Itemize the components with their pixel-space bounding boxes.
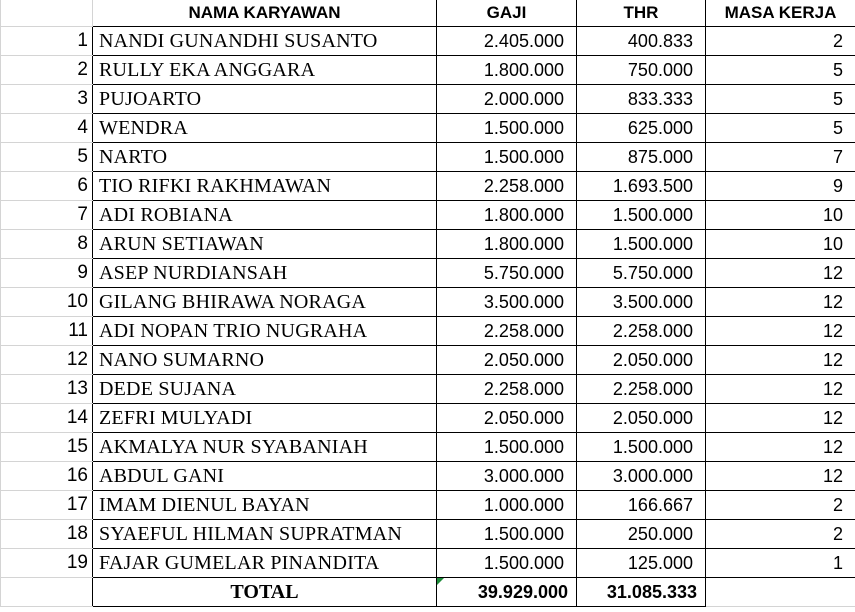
thr-cell[interactable]: 250.000 <box>577 520 706 549</box>
nama-cell[interactable]: NANO SUMARNO <box>93 346 437 375</box>
row-number-cell[interactable]: 5 <box>1 143 93 172</box>
nama-cell[interactable]: ADI ROBIANA <box>93 201 437 230</box>
gaji-cell[interactable]: 1.800.000 <box>437 201 577 230</box>
thr-cell[interactable]: 2.258.000 <box>577 317 706 346</box>
thr-cell[interactable]: 166.667 <box>577 491 706 520</box>
nama-cell[interactable]: ABDUL GANI <box>93 462 437 491</box>
gaji-cell[interactable]: 2.258.000 <box>437 172 577 201</box>
table-row <box>1 172 855 201</box>
nama-cell[interactable]: RULLY EKA ANGGARA <box>93 56 437 85</box>
nama-cell[interactable]: ADI NOPAN TRIO NUGRAHA <box>93 317 437 346</box>
gaji-cell[interactable]: 1.800.000 <box>437 56 577 85</box>
nama-cell[interactable]: IMAM DIENUL BAYAN <box>93 491 437 520</box>
thr-cell[interactable]: 750.000 <box>577 56 706 85</box>
masa-kerja-cell[interactable]: 1 <box>706 549 855 578</box>
total-row <box>1 578 855 607</box>
nama-cell[interactable]: NARTO <box>93 143 437 172</box>
nama-cell[interactable]: SYAEFUL HILMAN SUPRATMAN <box>93 520 437 549</box>
row-number-cell[interactable]: 17 <box>1 491 93 520</box>
total-thr-cell[interactable]: 31.085.333 <box>577 578 706 607</box>
thr-cell[interactable]: 1.500.000 <box>577 230 706 259</box>
table-row <box>1 230 855 259</box>
row-number-cell[interactable]: 15 <box>1 433 93 462</box>
nama-cell[interactable]: GILANG BHIRAWA NORAGA <box>93 288 437 317</box>
table-row <box>1 114 855 143</box>
masa-kerja-cell[interactable]: 2 <box>706 520 855 549</box>
masa-kerja-cell[interactable]: 12 <box>706 433 855 462</box>
header-thr-cell[interactable]: THR <box>577 0 706 27</box>
table-row <box>1 549 855 578</box>
header-nama-cell[interactable]: NAMA KARYAWAN <box>93 0 437 27</box>
table-row <box>1 317 855 346</box>
table-row <box>1 27 855 56</box>
row-number-cell[interactable]: 16 <box>1 462 93 491</box>
gaji-cell[interactable]: 1.800.000 <box>437 230 577 259</box>
masa-kerja-cell[interactable]: 12 <box>706 404 855 433</box>
nama-cell[interactable]: AKMALYA NUR SYABANIAH <box>93 433 437 462</box>
row-number-cell[interactable]: 12 <box>1 346 93 375</box>
row-number-cell[interactable]: 7 <box>1 201 93 230</box>
table-row <box>1 85 855 114</box>
total-label-cell[interactable]: TOTAL <box>93 578 437 607</box>
masa-kerja-cell[interactable]: 10 <box>706 230 855 259</box>
row-number-cell[interactable]: 2 <box>1 56 93 85</box>
thr-cell[interactable]: 833.333 <box>577 85 706 114</box>
table-row <box>1 143 855 172</box>
total-gaji-cell[interactable] <box>437 578 577 607</box>
row-number-cell[interactable]: 13 <box>1 375 93 404</box>
row-number-cell[interactable]: 3 <box>1 85 93 114</box>
row-number-cell[interactable]: 4 <box>1 114 93 143</box>
gaji-cell[interactable]: 2.000.000 <box>437 85 577 114</box>
row-number-cell[interactable]: 10 <box>1 288 93 317</box>
row-number-cell[interactable]: 11 <box>1 317 93 346</box>
gaji-cell[interactable]: 3.000.000 <box>437 462 577 491</box>
row-number-cell[interactable]: 1 <box>1 27 93 56</box>
masa-kerja-cell[interactable]: 12 <box>706 346 855 375</box>
table-row <box>1 201 855 230</box>
table-row <box>1 259 855 288</box>
row-number-cell[interactable]: 19 <box>1 549 93 578</box>
gaji-cell[interactable]: 2.258.000 <box>437 317 577 346</box>
gaji-cell[interactable]: 1.000.000 <box>437 491 577 520</box>
thr-cell[interactable]: 5.750.000 <box>577 259 706 288</box>
masa-kerja-cell[interactable]: 7 <box>706 143 855 172</box>
thr-cell[interactable]: 2.050.000 <box>577 404 706 433</box>
gaji-cell[interactable]: 2.050.000 <box>437 346 577 375</box>
thr-cell[interactable]: 625.000 <box>577 114 706 143</box>
nama-cell[interactable]: ASEP NURDIANSAH <box>93 259 437 288</box>
gaji-cell[interactable]: 1.500.000 <box>437 549 577 578</box>
gaji-cell[interactable]: 2.258.000 <box>437 375 577 404</box>
thr-cell[interactable]: 400.833 <box>577 27 706 56</box>
thr-cell[interactable]: 3.500.000 <box>577 288 706 317</box>
header-row <box>1 0 855 27</box>
table-row <box>1 433 855 462</box>
error-indicator-icon[interactable] <box>437 578 444 585</box>
thr-cell[interactable]: 1.500.000 <box>577 201 706 230</box>
table-row <box>1 520 855 549</box>
masa-kerja-cell[interactable]: 2 <box>706 491 855 520</box>
gaji-cell[interactable]: 1.500.000 <box>437 520 577 549</box>
gaji-cell[interactable]: 1.500.000 <box>437 143 577 172</box>
thr-cell[interactable]: 2.050.000 <box>577 346 706 375</box>
table-row <box>1 288 855 317</box>
header-gaji-cell[interactable]: GAJI <box>437 0 577 27</box>
gaji-cell[interactable]: 2.050.000 <box>437 404 577 433</box>
table-row <box>1 346 855 375</box>
nama-cell[interactable]: TIO RIFKI RAKHMAWAN <box>93 172 437 201</box>
masa-kerja-cell[interactable]: 12 <box>706 288 855 317</box>
thr-cell[interactable]: 2.258.000 <box>577 375 706 404</box>
masa-kerja-cell[interactable]: 5 <box>706 85 855 114</box>
masa-kerja-cell[interactable]: 5 <box>706 114 855 143</box>
row-number-cell[interactable]: 8 <box>1 230 93 259</box>
table-row <box>1 462 855 491</box>
table-row <box>1 56 855 85</box>
masa-kerja-cell[interactable]: 5 <box>706 56 855 85</box>
gaji-cell[interactable]: 1.500.000 <box>437 114 577 143</box>
gaji-cell[interactable]: 1.500.000 <box>437 433 577 462</box>
row-number-cell[interactable]: 6 <box>1 172 93 201</box>
table-row <box>1 375 855 404</box>
masa-kerja-cell[interactable]: 10 <box>706 201 855 230</box>
masa-kerja-cell[interactable]: 12 <box>706 375 855 404</box>
nama-cell[interactable]: DEDE SUJANA <box>93 375 437 404</box>
table-row <box>1 491 855 520</box>
table-row <box>1 404 855 433</box>
header-corner-cell[interactable] <box>1 0 93 27</box>
row-number-cell[interactable]: 9 <box>1 259 93 288</box>
masa-kerja-cell[interactable]: 12 <box>706 462 855 491</box>
total-row-number-cell[interactable] <box>1 578 93 607</box>
gaji-cell[interactable]: 2.405.000 <box>437 27 577 56</box>
gaji-cell[interactable]: 3.500.000 <box>437 288 577 317</box>
nama-cell[interactable]: WENDRA <box>93 114 437 143</box>
thr-cell[interactable]: 3.000.000 <box>577 462 706 491</box>
masa-kerja-cell[interactable]: 2 <box>706 27 855 56</box>
masa-kerja-cell[interactable]: 12 <box>706 259 855 288</box>
total-gaji-value: 39.929.000 <box>477 581 568 602</box>
row-number-cell[interactable]: 18 <box>1 520 93 549</box>
nama-cell[interactable]: FAJAR GUMELAR PINANDITA <box>93 549 437 578</box>
total-masa-kerja-cell[interactable] <box>706 578 855 607</box>
thr-cell[interactable]: 125.000 <box>577 549 706 578</box>
header-masa-kerja-cell[interactable]: MASA KERJA <box>706 0 855 27</box>
masa-kerja-cell[interactable]: 9 <box>706 172 855 201</box>
nama-cell[interactable]: ARUN SETIAWAN <box>93 230 437 259</box>
nama-cell[interactable]: ZEFRI MULYADI <box>93 404 437 433</box>
thr-cell[interactable]: 1.693.500 <box>577 172 706 201</box>
thr-cell[interactable]: 875.000 <box>577 143 706 172</box>
thr-cell[interactable]: 1.500.000 <box>577 433 706 462</box>
nama-cell[interactable]: PUJOARTO <box>93 85 437 114</box>
gaji-cell[interactable]: 5.750.000 <box>437 259 577 288</box>
masa-kerja-cell[interactable]: 12 <box>706 317 855 346</box>
nama-cell[interactable]: NANDI GUNANDHI SUSANTO <box>93 27 437 56</box>
row-number-cell[interactable]: 14 <box>1 404 93 433</box>
